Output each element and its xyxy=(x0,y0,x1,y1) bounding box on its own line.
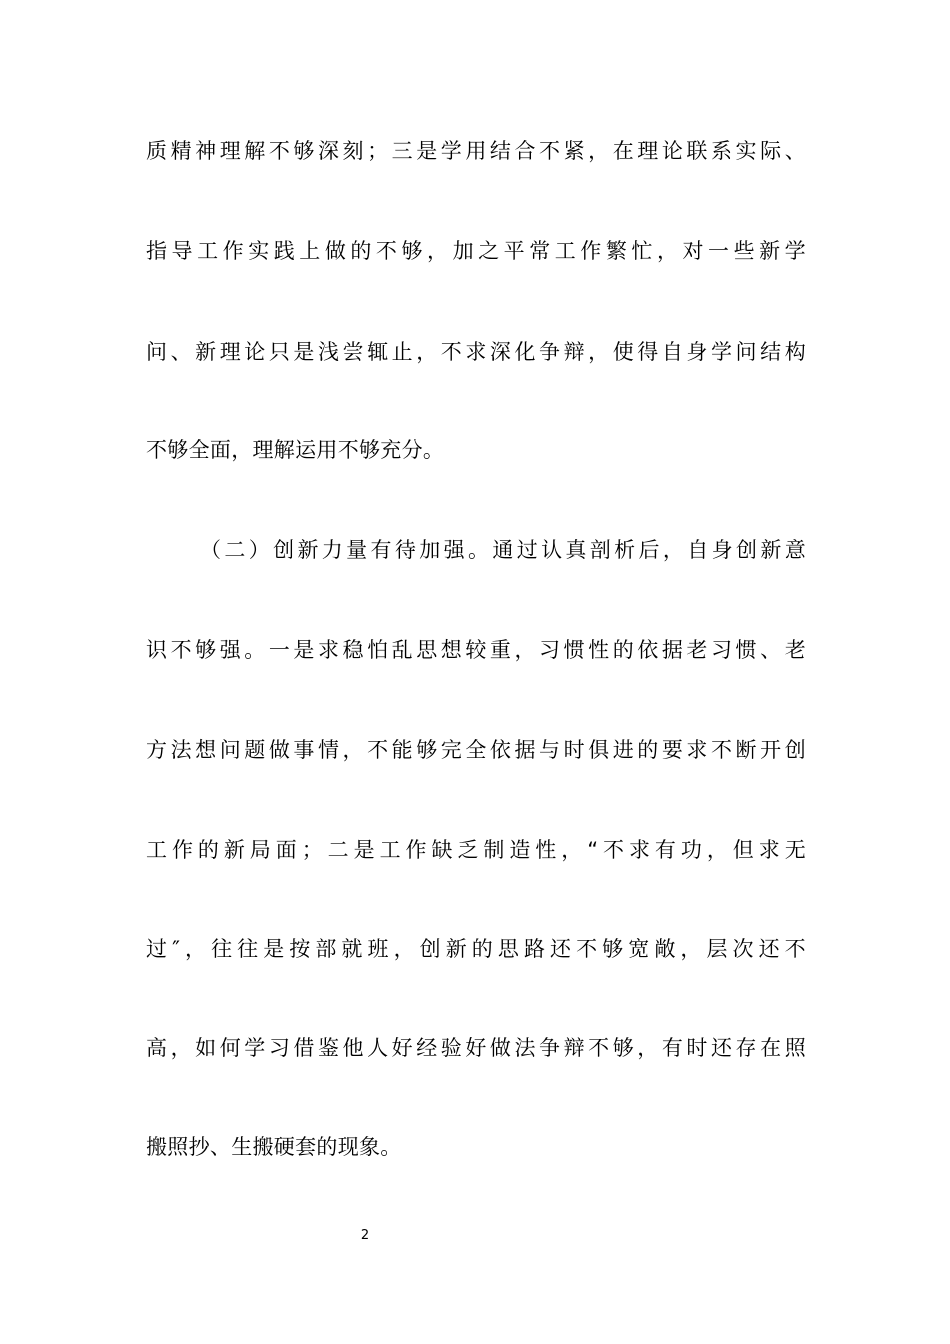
text-line: 问、新理论只是浅尝辄止，不求深化争辩，使得自身学问结构 xyxy=(146,340,806,364)
text-line: 工作的新局面；二是工作缺乏制造性，“不求有功，但求无 xyxy=(146,838,806,862)
text-line: 质精神理解不够深刻；三是学用结合不紧，在理论联系实际、 xyxy=(146,139,806,163)
text-line: 过″，往往是按部就班，创新的思路还不够宽敞，层次还不 xyxy=(146,937,806,961)
text-line: 高，如何学习借鉴他人好经验好做法争辩不够，有时还存在照 xyxy=(146,1036,806,1060)
text-line: 不够全面，理解运用不够充分。 xyxy=(146,438,445,462)
text-line: 识不够强。一是求稳怕乱思想较重，习惯性的依据老习惯、老 xyxy=(146,638,806,662)
page-number: 2 xyxy=(360,1228,370,1243)
text-line: 方法想问题做事情，不能够完全依据与时俱进的要求不断开创 xyxy=(146,738,806,762)
text-line: 指导工作实践上做的不够，加之平常工作繁忙，对一些新学 xyxy=(146,239,806,263)
text-line: 搬照抄、生搬硬套的现象。 xyxy=(146,1135,402,1159)
paragraph-heading-line: （二）创新力量有待加强。通过认真剖析后，自身创新意 xyxy=(200,538,806,562)
